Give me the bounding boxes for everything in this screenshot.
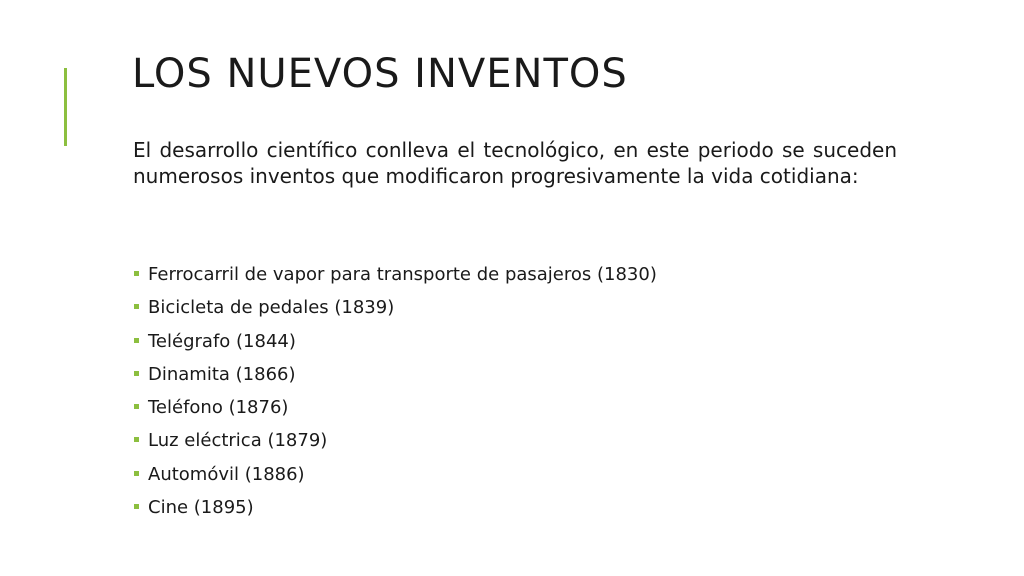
title-accent-bar [64, 68, 67, 146]
list-item-text: Dinamita (1866) [148, 363, 296, 385]
square-bullet-icon [134, 371, 139, 376]
list-item [134, 358, 657, 391]
square-bullet-icon [134, 437, 139, 442]
inventions-list [134, 258, 657, 524]
slide-title: LOS NUEVOS INVENTOS [132, 51, 628, 97]
list-item-text: Luz eléctrica (1879) [148, 430, 328, 452]
list-item [134, 258, 657, 291]
list-item [134, 424, 657, 457]
square-bullet-icon [134, 404, 139, 409]
list-item-text: Telégrafo (1844) [148, 330, 296, 352]
list-item-text: Cine (1895) [148, 497, 254, 519]
list-item-text: Teléfono (1876) [148, 397, 289, 419]
square-bullet-icon [134, 304, 139, 309]
list-item [134, 325, 657, 358]
list-item [134, 291, 657, 324]
square-bullet-icon [134, 338, 139, 343]
square-bullet-icon [134, 271, 139, 276]
list-item [134, 391, 657, 424]
list-item-text: Bicicleta de pedales (1839) [148, 297, 395, 319]
list-item [134, 458, 657, 491]
list-item-text: Ferrocarril de vapor para transporte de pasajeros (1830) [148, 264, 657, 285]
list-item [134, 491, 657, 524]
square-bullet-icon [134, 504, 139, 509]
list-item-text: Automóvil (1886) [148, 463, 305, 485]
square-bullet-icon [134, 471, 139, 476]
intro-paragraph: El desarrollo científico conlleva el tecnológico, en este periodo se suceden numerosos inventos que modificaron progresivamente la vida cotidiana: [133, 138, 897, 188]
